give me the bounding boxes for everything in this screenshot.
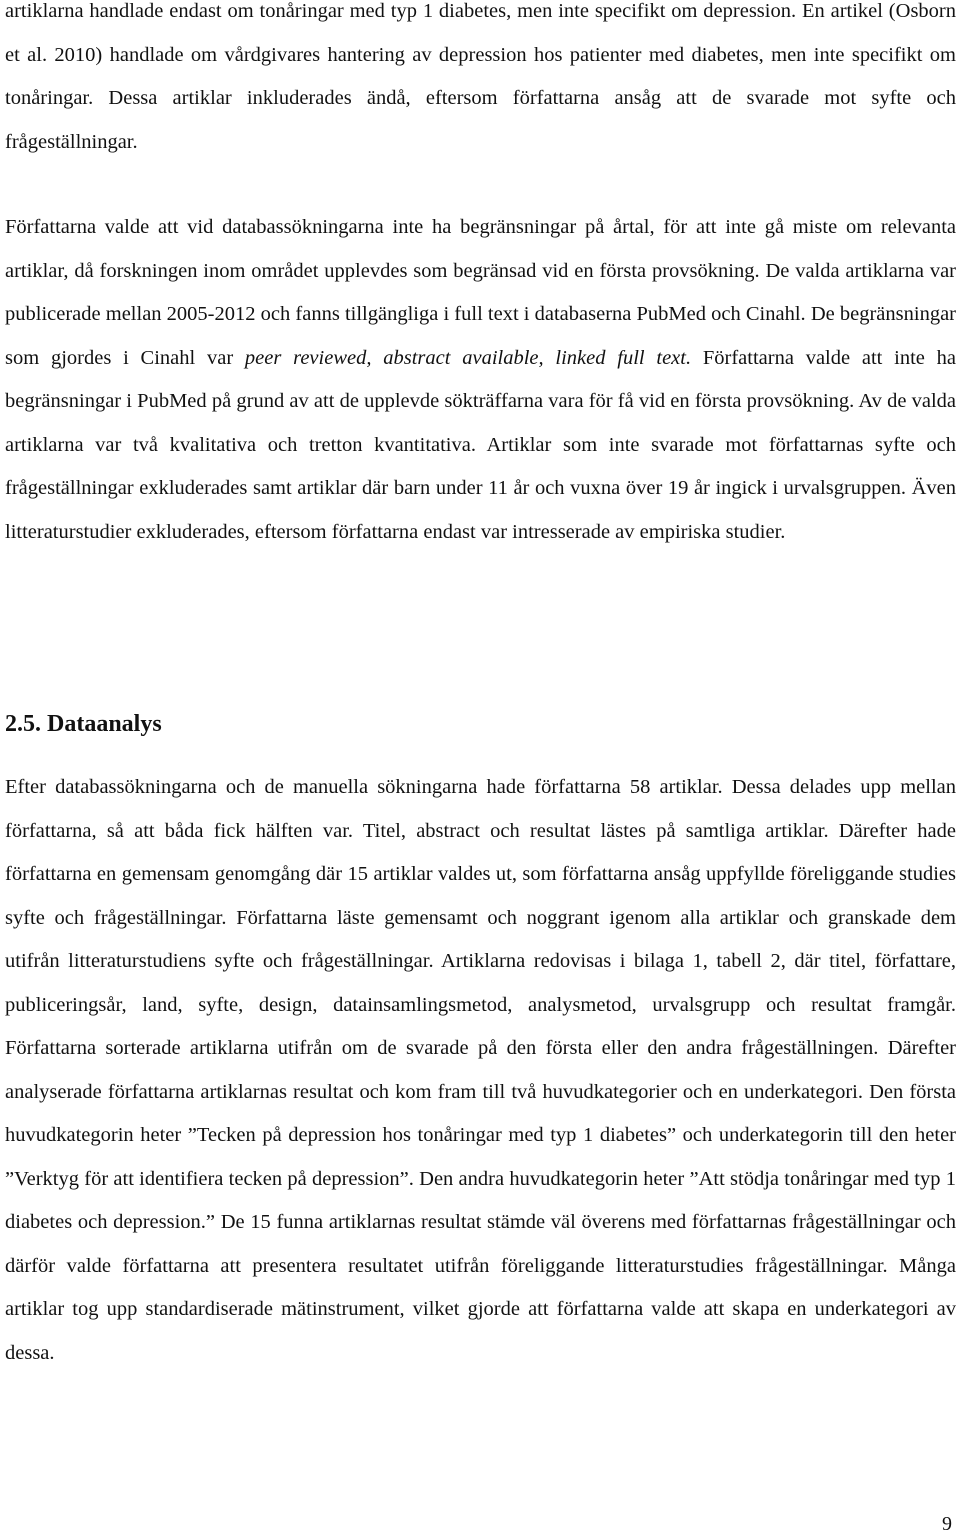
page-number: 9 <box>942 1513 952 1535</box>
method-paragraph <box>5 206 956 554</box>
method-text-italic: peer reviewed, abstract available, linked full text. <box>244 346 692 369</box>
analysis-paragraph: Efter databassökningarna och de manuella sökningarna hade författarna 58 artiklar. Dessa delades upp mellan författarna, så att båda fick hälften var. Titel, abstract och resultat lästes på samtliga artiklar. Därefter hade författarna en gemensam genomgång där 15 artiklar valdes ut, som författarna ansåg uppfyllde föreliggande studies syfte och frågeställningar. Författarna läste gemensamt och noggrant igenom alla artiklar och granskade dem utifrån litteraturstudiens syfte och frågeställningar. Artiklarna redovisas i bilaga 1, tabell 2, där titel, författare, publiceringsår, land, syfte, design, datainsamlingsmetod, analysmetod, urvalsgrupp och resultat framgår. Författarna sorterade artiklarna utifrån om de svarade på den första eller den andra frågeställningen. Därefter analyserade författarna artiklarnas resultat och kom fram till två huvudkategorier och en underkategori. Den första huvudkategorin heter ”Tecken på depression hos tonåringar med typ 1 diabetes” och underkategorin till den heter ”Verktyg för att identifiera tecken på depression”. Den andra huvudkategorin heter ”Att stödja tonåringar med typ 1 diabetes och depression.” De 15 funna artiklarnas resultat stämde väl överens med författarnas frågeställningar och därför valde författarna att presentera resultatet utifrån föreliggande litteraturstudies frågeställningar. Många artiklar tog upp standardiserade mätinstrument, vilket gjorde att författarna valde att skapa en underkategori av dessa. <box>5 776 956 1364</box>
method-text-part2: Författarna valde att inte ha begränsningar i PubMed på grund av att de upplevde sökträffarna vara för få vid en första provsökning. Av de valda artiklarna var två kvalitativa och tretton kvantitativa. Artiklar som inte svarade mot författarnas syfte och frågeställningar exkluderades samt artiklar där barn under 11 år och vuxna över 19 år ingick i urvalsgruppen. Även litteraturstudier exkluderades, eftersom författarna endast var intresserade av empiriska studier. <box>5 346 956 543</box>
method-text-part1: Författarna valde att vid databassökningarna inte ha begränsningar på årtal, för att inte gå miste om relevanta artiklar, då forskningen inom området upplevdes som begränsad vid en första provsökning. De valda artiklarna var publicerade mellan 2005-2012 och fanns tillgängliga i full text i databaserna PubMed och Cinahl. De begränsningar som gjordes i Cinahl var <box>5 216 956 369</box>
section-heading: 2.5. Dataanalys <box>5 711 162 737</box>
intro-paragraph: artiklarna handlade endast om tonåringar med typ 1 diabetes, men inte specifikt om depression. En artikel (Osborn et al. 2010) handlade om vårdgivares hantering av depression hos patienter med diabetes, men inte specifikt om tonåringar. Dessa artiklar inkluderades ändå, eftersom författarna ansåg att de svarade mot syfte och frågeställningar. <box>5 0 956 153</box>
